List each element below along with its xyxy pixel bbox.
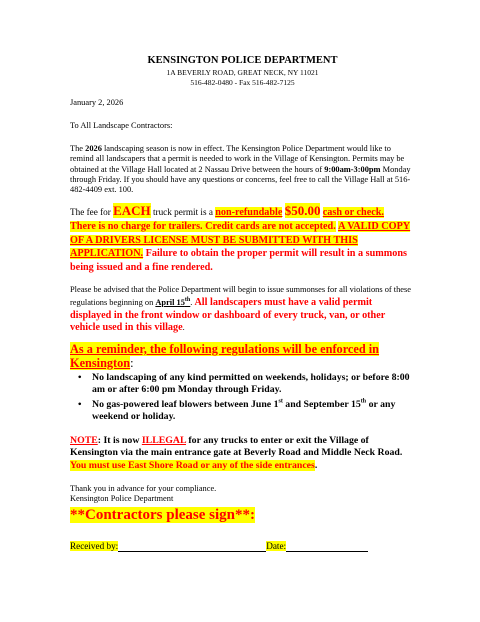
regulation-item (70, 372, 415, 397)
advice-text-1: Please be advised that the Police Department will begin to issue summonses for all violations of these regulations beginning on (70, 285, 411, 307)
advice-paragraph (70, 284, 415, 335)
fee-license: A VALID COPY OF A DRIVERS LICENSE MUST BE SUBMITTED WITH THIS APPLICATION. (70, 220, 411, 260)
note-period: . (314, 459, 318, 471)
regulation-item (70, 399, 415, 424)
sign-heading-text: **Contractors please sign**: (70, 507, 255, 523)
closing-thanks: Thank you in advance for your compliance. (70, 484, 217, 493)
intro-text-2: landscaping season is now in effect. The Kensington Police Department would like to remind all landscapers that a permit is needed to work in the Village of Kensington. Permits may be obtained at the Village Hall located at 2 Nassau Drive between the hours of (70, 144, 405, 174)
note-text-1: : It is now (97, 435, 142, 446)
signature-line-row (70, 540, 415, 552)
reminder-colon: : (130, 356, 134, 370)
regulation-text-3: or any weekend or holiday. (92, 398, 396, 422)
regulation-text: No landscaping of any kind permitted on weekends, holidays; or before 8:00 am or after 6:00 pm Monday through Friday. (92, 372, 410, 396)
regulation-text-2: and September 15 (282, 398, 361, 410)
fee-paragraph (70, 205, 415, 275)
intro-hours: 9:00am-3:00pm (324, 164, 381, 174)
regulations-list (70, 372, 415, 425)
salutation: To All Landscape Contractors: (70, 121, 173, 130)
advice-date: April 15 (155, 297, 185, 307)
note-text-2: for any trucks to enter or exit the Village of Kensington via the main entrance gate at Beverly Road and Middle Neck Road. (70, 435, 403, 459)
address-line: 1A BEVERLY ROAD, GREAT NECK, NY 11021 (166, 68, 319, 77)
fee-failure: Failure to obtain the proper permit will result in a summons being issued and a fine rendered (70, 248, 407, 274)
intro-text-1: The (70, 144, 86, 153)
date-field[interactable] (286, 540, 368, 552)
fee-nonrefundable: non-refundable (215, 207, 283, 218)
regulation-sup-1: st (278, 398, 283, 405)
regulation-sup-2: th (360, 398, 367, 405)
reminder-heading (70, 342, 415, 370)
fee-trailers: There is no charge for trailers. Credit cards are not accepted. (70, 220, 336, 232)
intro-year: 2026 (85, 144, 102, 153)
intro-text-3: Monday through Friday. If you should have any questions or concerns, feel free to call the Village Hall at 516-482-4409 ext. 100. (70, 164, 411, 195)
received-by-field[interactable] (118, 540, 266, 552)
fee-text-1: The fee for (70, 207, 114, 217)
advice-text-2: . (190, 297, 195, 307)
department-address (70, 68, 415, 87)
closing-signature: Kensington Police Department (70, 494, 174, 504)
department-name: KENSINGTON POLICE DEPARTMENT (147, 55, 338, 66)
date-label: Date: (266, 541, 287, 551)
note-highlight: You must use East Shore Road or any of the side entrances (70, 459, 315, 471)
fee-cash-check: cash or check. (322, 207, 384, 218)
intro-paragraph (70, 144, 415, 195)
fee-each: EACH (113, 203, 151, 218)
advice-red-text: All landscapers must have a valid permit displayed in the front window or dashboard of every truck, van, or other vehicle used in this village (70, 296, 386, 334)
advice-date-suffix: th (184, 297, 191, 303)
note-illegal: ILLEGAL (141, 435, 186, 446)
bullet-icon: • (78, 398, 82, 410)
phone-line: 516-482-0480 - Fax 516-482-7125 (190, 77, 295, 87)
sign-heading (70, 506, 415, 524)
note-label: NOTE (70, 435, 98, 446)
regulation-text-1: No gas-powered leaf blowers between June 1 (92, 398, 279, 410)
note-paragraph (70, 435, 415, 472)
letter-date: January 2, 2026 (70, 98, 124, 107)
closing (70, 484, 415, 505)
received-by-label: Received by: (70, 541, 119, 551)
reminder-heading-text: As a reminder, the following regulations will be enforced in Kensington (70, 342, 380, 370)
fee-text-2: truck permit is a (150, 207, 216, 217)
advice-period: . (182, 323, 185, 333)
bullet-icon: • (78, 372, 82, 383)
fee-amount: $50.00 (284, 203, 321, 218)
fee-period: . (210, 262, 213, 274)
